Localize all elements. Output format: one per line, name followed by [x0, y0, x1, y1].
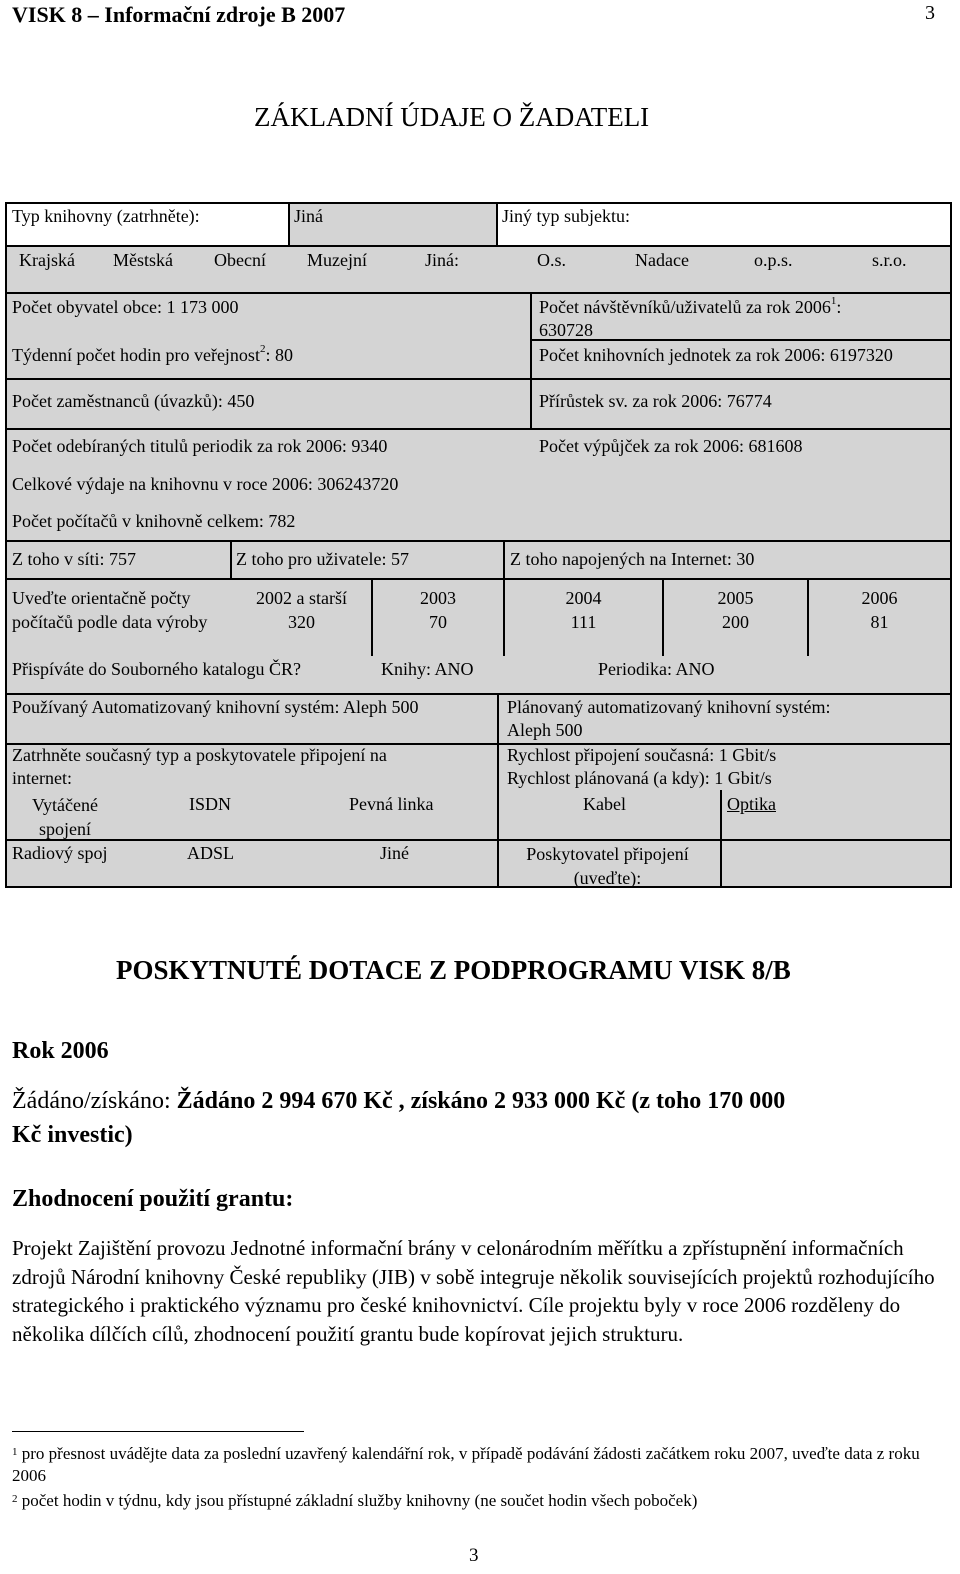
year-2004-cell: 2004 111 [565, 588, 602, 632]
planned-system-value: Aleph 500 [507, 720, 583, 740]
conn-optics-option[interactable]: Optika [727, 794, 776, 814]
footnote-ref-1: 1 [830, 295, 837, 307]
current-speed-field: Rychlost připojení současná: 1 Gbit/s [507, 745, 777, 765]
footnote-ref-2: 2 [259, 343, 266, 355]
library-type-label: Typ knihovny (zatrhněte): [12, 206, 200, 226]
computers-by-year-label: Uveďte orientačně počty počítačů podle data výroby [12, 588, 208, 632]
conn-dialup-option[interactable]: Vytáčené spojení [32, 795, 98, 839]
user-computers-field: Z toho pro uživatele: 57 [236, 549, 409, 569]
footnote-separator [12, 1431, 304, 1432]
network-computers-field: Z toho v síti: 757 [12, 549, 137, 569]
conn-radio-option[interactable]: Radiový spoj [12, 843, 108, 863]
option-sro[interactable]: s.r.o. [872, 250, 907, 270]
page-title: ZÁKLADNÍ ÚDAJE O ŽADATELI [254, 102, 650, 132]
subsidy-heading: POSKYTNUTÉ DOTACE Z PODPROGRAMU VISK 8/B [116, 955, 791, 985]
employees-field: Počet zaměstnanců (úvazků): 450 [12, 391, 255, 411]
year-2003-cell: 2003 70 [420, 588, 456, 632]
library-units-field: Počet knihovních jednotek za rok 2006: 6197320 [539, 345, 893, 365]
option-nadace[interactable]: Nadace [635, 250, 689, 270]
option-os[interactable]: O.s. [537, 250, 567, 270]
catalog-periodicals-answer[interactable]: Periodika: ANO [598, 659, 715, 679]
current-system-field: Používaný Automatizovaný knihovní systém: Aleph 500 [12, 697, 419, 717]
option-ops[interactable]: o.p.s. [754, 250, 793, 270]
header-page-number: 3 [925, 2, 935, 24]
option-muzejni[interactable]: Muzejní [307, 250, 367, 270]
connection-type-label: Zatrhněte současný typ a poskytovatele připojení na [12, 745, 387, 765]
project-description: Projekt Zajištění provozu Jednotné informační brány v celonárodním měřítku a zpřístupnění informačních zdrojů Národní knihovny České republiky (JIB) v sobě integruje několik souvisejících projektů rozhodujícího strategického i praktického významu pro české knihovnictví. Cíle projektu byly v roce 2006 rozděleny do několika dílčích cílů, zhodnocení použití grantu bude kopírovat jejich strukturu. [12, 1236, 935, 1346]
requested-obtained-line-cont: Kč investic) [12, 1122, 133, 1148]
conn-fixed-line-option[interactable]: Pevná linka [349, 794, 434, 814]
visitors-value: 630728 [539, 320, 593, 340]
periodicals-field: Počet odebíraných titulů periodik za rok 2006: 9340 [12, 436, 388, 456]
running-header: VISK 8 – Informační zdroje B 2007 [12, 2, 346, 27]
conn-adsl-option[interactable]: ADSL [187, 843, 235, 863]
conn-provider-label: Poskytovatel připojení (uveďte): [526, 844, 689, 888]
page-number: 3 [469, 1545, 479, 1566]
conn-isdn-option[interactable]: ISDN [189, 794, 232, 814]
computers-field: Počet počítačů v knihovně celkem: 782 [12, 511, 296, 531]
expenses-field: Celkové výdaje na knihovnu v roce 2006: 306243720 [12, 474, 399, 494]
option-mestska[interactable]: Městská [113, 250, 173, 270]
catalog-books-answer[interactable]: Knihy: ANO [381, 659, 474, 679]
type-jina-checkbox[interactable]: Jiná [294, 206, 323, 226]
requested-obtained-line: Žádáno/získáno: Žádáno 2 994 670 Kč , získáno 2 933 000 Kč (z toho 170 000 [12, 1088, 786, 1114]
year-2006-cell: 2006 81 [861, 588, 898, 632]
population-field: Počet obyvatel obce: 1 173 000 [12, 297, 239, 317]
other-subject-type-label: Jiný typ subjektu: [502, 206, 631, 226]
year-2002-cell: 2002 a starší 320 [256, 588, 347, 632]
connection-type-label-cont: internet: [12, 768, 72, 788]
loans-field: Počet výpůjček za rok 2006: 681608 [539, 436, 803, 456]
weekly-hours-field: Týdenní počet hodin pro veřejnost$^2$: 80 [12, 343, 293, 365]
planned-system-label: Plánovaný automatizovaný knihovní systém: [507, 697, 831, 717]
option-krajska[interactable]: Krajská [19, 250, 75, 270]
internet-computers-field: Z toho napojených na Internet: 30 [510, 549, 755, 569]
option-jina[interactable]: Jiná: [425, 250, 459, 270]
visitors-label: Počet návštěvníků/uživatelů za rok 2006$^1$: [539, 295, 842, 317]
catalog-question: Přispíváte do Souborného katalogu ČR? [12, 659, 301, 679]
option-obecni[interactable]: Obecní [214, 250, 266, 270]
footnote-2: $^2$ počet hodin v týdnu, kdy jsou přístupné základní služby knihovny (ne součet hodin všech poboček) [12, 1491, 698, 1510]
year-2005-cell: 2005 200 [717, 588, 754, 632]
year-heading: Rok 2006 [12, 1038, 109, 1064]
planned-speed-field: Rychlost plánovaná (a kdy): 1 Gbit/s [507, 768, 772, 788]
footnote-1: $^1$ pro přesnost uvádějte data za poslední uzavřený kalendářní rok, v případě podávání žádosti začátkem roku 2007, uveďte data z roku 2006 [12, 1444, 920, 1485]
increment-field: Přírůstek sv. za rok 2006: 76774 [539, 391, 772, 411]
evaluation-heading: Zhodnocení použití grantu: [12, 1186, 294, 1212]
conn-cable-option[interactable]: Kabel [583, 794, 626, 814]
conn-other-option[interactable]: Jiné [380, 843, 409, 863]
